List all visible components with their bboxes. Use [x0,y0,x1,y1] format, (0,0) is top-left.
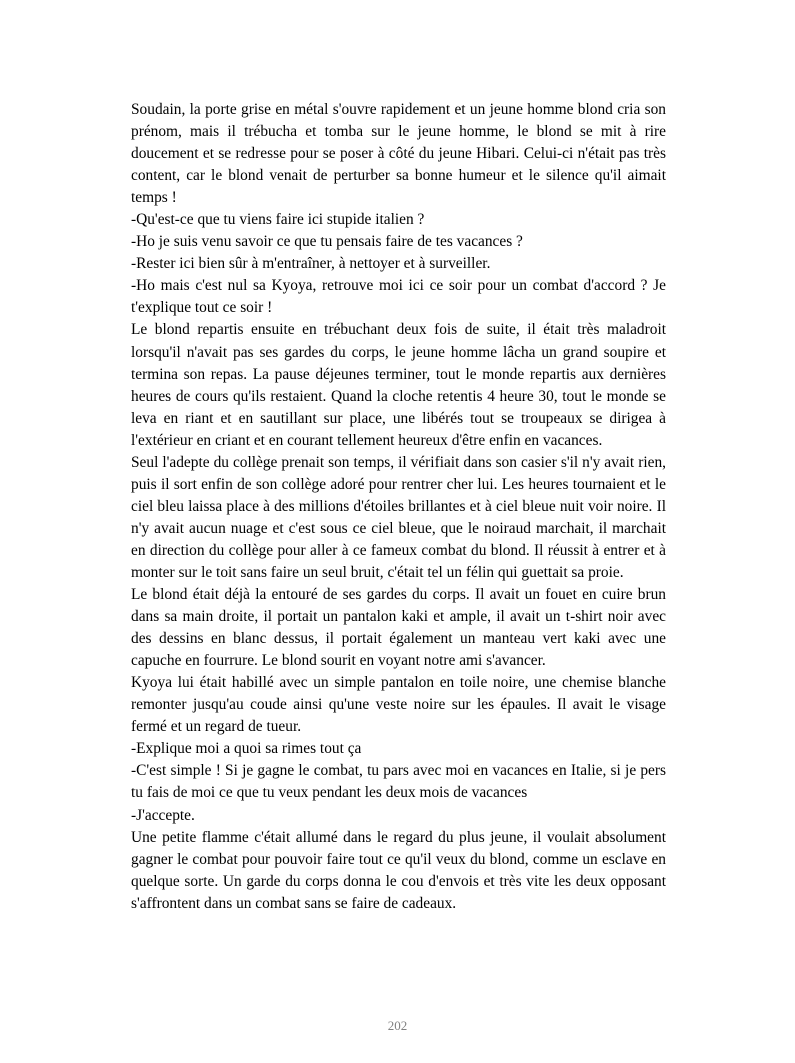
dialogue-line: -Explique moi a quoi sa rimes tout ça [131,740,362,758]
dialogue-line: -Ho mais c'est nul sa Kyoya, retrouve moi ici ce soir pour un combat d'accord ? Je t'explique tout ce soir ! [131,277,666,317]
page-number: 202 [387,1018,408,1033]
paragraph: Une petite flamme c'était allumé dans le regard du plus jeune, il voulait absolument gagner le combat pour pouvoir faire tout ce qu'il veux du blond, comme un esclave en quelque sorte. Un garde du corps donna le cou d'envois et très vite les deux opposant s'affrontent dans un combat sans se faire de cadeaux. [131,828,666,912]
paragraph: Kyoya lui était habillé avec un simple pantalon en toile noire, une chemise blanche remonter jusqu'au coude ainsi qu'une veste noire sur les épaules. Il avait le visage fermé et un regard de tueur. [131,674,666,736]
paragraph: Le blond était déjà la entouré de ses gardes du corps. Il avait un fouet en cuire brun dans sa main droite, il portait un pantalon kaki et ample, il avait un t-shirt noir avec des dessins en blanc dessus, il portait également un manteau vert kaki avec une capuche en fourrure. Le blond sourit en voyant notre ami s'avancer. [131,586,666,670]
dialogue-line: -Ho je suis venu savoir ce que tu pensais faire de tes vacances ? [131,233,523,251]
dialogue-line: -Rester ici bien sûr à m'entraîner, à nettoyer et à surveiller. [131,255,491,273]
dialogue-line: -Qu'est-ce que tu viens faire ici stupide italien ? [131,211,425,229]
paragraph: Seul l'adepte du collège prenait son temps, il vérifiait dans son casier s'il n'y avait rien, puis il sort enfin de son collège adoré pour rentrer cher lui. Les heures tournaient et le ciel bleu laissa place à des millions d'étoiles brillantes et à ciel bleue nuit voir noire. Il n'y avait aucun nuage et c'est sous ce ciel bleue, que le noiraud marchait, il marchait en direction du collège pour aller à ce fameux combat du blond. Il réussit à entrer et à monter sur le toit sans faire un seul bruit, c'était tel un félin qui guettait sa proie. [131,453,666,581]
dialogue-line: -C'est simple ! Si je gagne le combat, tu pars avec moi en vacances en Italie, si je pers tu fais de moi ce que tu veux pendant les deux mois de vacances [131,762,666,802]
paragraph: Soudain, la porte grise en métal s'ouvre rapidement et un jeune homme blond cria son prénom, mais il trébucha et tomba sur le jeune homme, le blond se mit à rire doucement et se redresse pour se poser à côté du jeune Hibari. Celui-ci n'était pas très content, car le blond venait de perturber sa bonne humeur et le silence qu'il aimait temps ! [131,101,666,207]
paragraph: Le blond repartis ensuite en trébuchant deux fois de suite, il était très maladroit lorsqu'il n'avait pas ses gardes du corps, le jeune homme lâcha un grand soupire et termina son repas. La pause déjeunes terminer, tout le monde repartis aux dernières heures de cours qu'ils restaient. Quand la cloche retentis 4 heure 30, tout le monde se leva en riant et en sautillant sur place, une libérés tout se troupeaux se dirigea à l'extérieur en criant et en courant tellement heureux d'être enfin en vacances. [131,321,666,449]
text-body [131,99,666,915]
dialogue-line: -J'accepte. [131,806,195,824]
